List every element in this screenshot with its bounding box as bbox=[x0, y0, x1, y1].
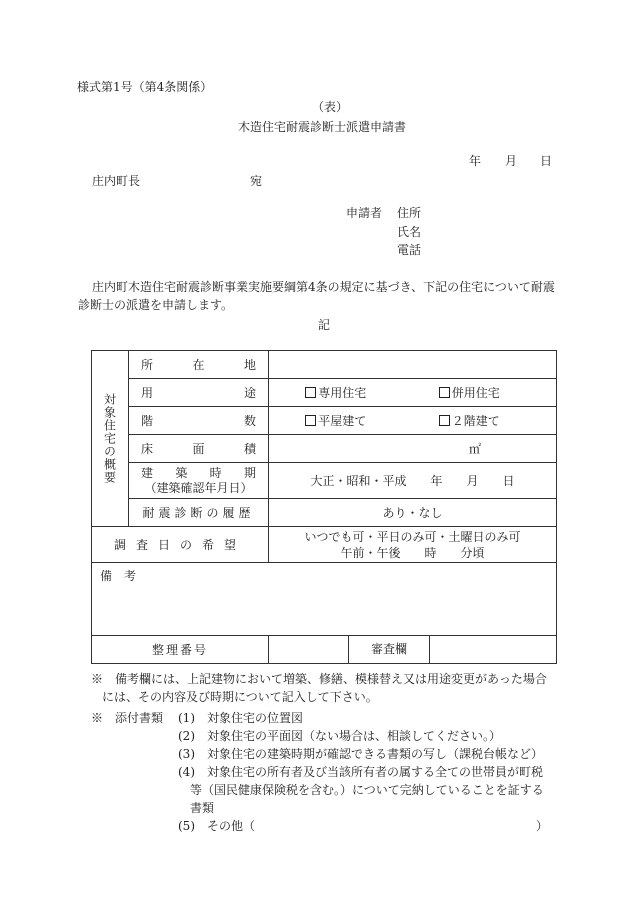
checkbox-icon[interactable] bbox=[305, 387, 316, 398]
note-2-label: ※ 添付書類 bbox=[91, 711, 164, 725]
review-cell[interactable] bbox=[349, 636, 557, 664]
front-label: （表） bbox=[312, 100, 349, 114]
usage-label: 用 途 bbox=[141, 386, 256, 400]
checkbox-icon[interactable] bbox=[439, 415, 450, 426]
date-month: 月 bbox=[505, 154, 518, 168]
form-number: 様式第1号（第4条関係） bbox=[77, 80, 213, 94]
attachment-item-cont: 等（国民健康保険税を含む。）について完納していることを証する bbox=[190, 783, 544, 797]
built-period-sub: （建築確認年月日） bbox=[144, 480, 253, 495]
attachment-item: (5) その他（ bbox=[178, 819, 255, 833]
target-house-group bbox=[92, 351, 129, 527]
review-label: 審査欄 bbox=[349, 636, 430, 663]
usage-field[interactable] bbox=[269, 379, 557, 407]
applicant-address: 住所 bbox=[397, 206, 422, 220]
survey-wish-field[interactable] bbox=[269, 527, 557, 563]
usage-option-exclusive[interactable]: 専用住宅 bbox=[305, 384, 366, 401]
attachment-item: (1) 対象住宅の位置図 bbox=[178, 711, 303, 725]
attachment-item: (3) 対象住宅の建築時期が確認できる書類の写し（課税台帳など） bbox=[178, 747, 544, 761]
built-period-label: 建 築 時 期 bbox=[141, 465, 256, 480]
attachment-item: (2) 対象住宅の平面図（ない場合は、相談してください。） bbox=[178, 729, 502, 743]
ref-no-field[interactable] bbox=[269, 636, 349, 664]
ki-label: 記 bbox=[318, 318, 331, 332]
floor-area-field[interactable] bbox=[269, 435, 557, 463]
applicant-label: 申請者 bbox=[346, 206, 383, 220]
date-day: 日 bbox=[540, 154, 553, 168]
group-label: 対象住宅の概要 bbox=[102, 393, 117, 484]
ref-no-label: 整理番号 bbox=[92, 636, 269, 664]
survey-options-line2: 午前・午後 時 分頃 bbox=[340, 545, 485, 560]
remarks-label: 備 考 bbox=[100, 569, 137, 583]
built-period-field[interactable]: 大正・昭和・平成 年 月 日 bbox=[269, 463, 557, 499]
page-title: 木造住宅耐震診断士派遣申請書 bbox=[238, 120, 407, 134]
addressee-honorific: 宛 bbox=[250, 174, 263, 188]
remarks-field[interactable] bbox=[92, 563, 557, 636]
date-year: 年 bbox=[469, 154, 482, 168]
body-line-2: 診断士の派遣を申請します。 bbox=[78, 298, 234, 312]
floors-field[interactable] bbox=[269, 407, 557, 435]
attachment-item: (4) 対象住宅の所有者及び当該所有者の属する全ての世帯員が町税 bbox=[178, 765, 544, 779]
location-field[interactable] bbox=[269, 351, 557, 379]
floors-option-two[interactable]: ２階建て bbox=[439, 412, 500, 429]
attachment-item-cont: 書類 bbox=[190, 801, 215, 815]
application-table bbox=[91, 350, 557, 664]
usage-option-combined[interactable]: 併用住宅 bbox=[439, 384, 500, 401]
survey-wish-label: 調査日の希望 bbox=[92, 527, 269, 563]
checkbox-icon[interactable] bbox=[439, 387, 450, 398]
addressee-name: 庄内町長 bbox=[92, 174, 141, 188]
survey-options-line1: いつでも可・平日のみ可・土曜日のみ可 bbox=[304, 529, 521, 544]
checkbox-icon[interactable] bbox=[305, 415, 316, 426]
note-1-line-1: ※ 備考欄には、上記建物において増築、修繕、模様替え又は用途変更があった場合 bbox=[91, 672, 547, 686]
applicant-name: 氏名 bbox=[397, 225, 422, 239]
applicant-phone: 電話 bbox=[397, 243, 422, 257]
other-close-paren: ） bbox=[536, 819, 549, 833]
body-line-1: 庄内町木造住宅耐震診断事業実施要綱第4条の規定に基づき、下記の住宅について耐震 bbox=[92, 280, 555, 294]
floors-option-single[interactable]: 平屋建て bbox=[305, 412, 366, 429]
note-1-line-2: には、その内容及び時期について記入して下さい。 bbox=[102, 690, 378, 704]
floors-label: 階 数 bbox=[141, 414, 256, 428]
history-label: 耐震診断の履歴 bbox=[129, 499, 269, 527]
floor-area-label: 床 面 積 bbox=[141, 442, 256, 456]
area-unit: ㎡ bbox=[468, 442, 481, 456]
location-label: 所 在 地 bbox=[141, 358, 256, 372]
history-field[interactable]: あり・なし bbox=[269, 499, 557, 527]
